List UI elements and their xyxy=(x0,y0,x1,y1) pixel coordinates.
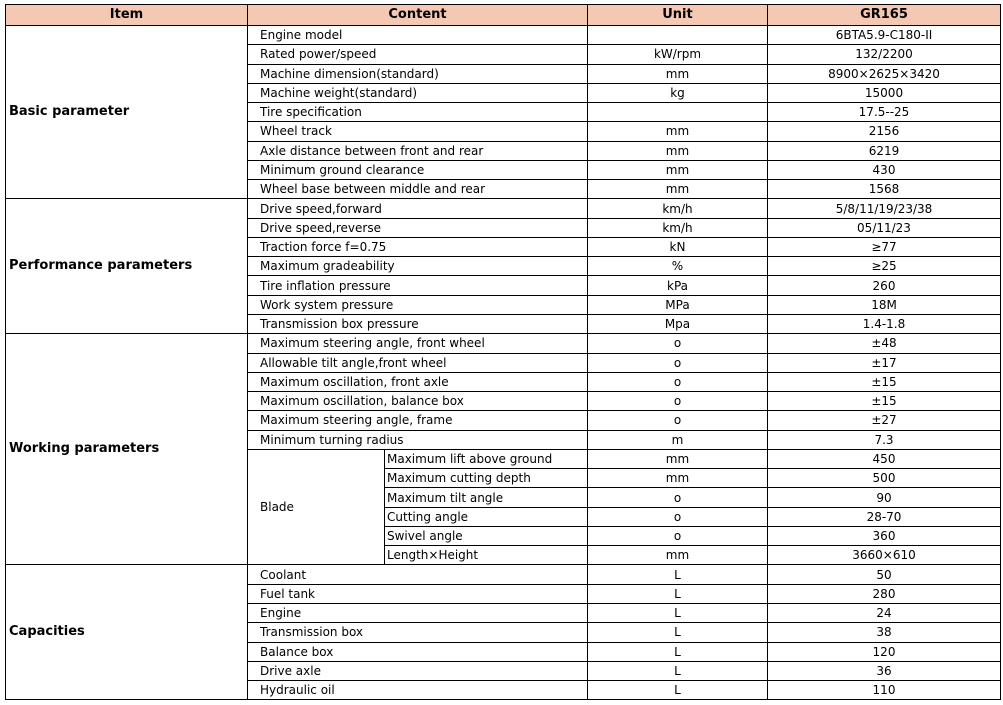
row-unit: MPa xyxy=(588,295,768,314)
row-value: 500 xyxy=(768,469,1001,488)
row-value: 1568 xyxy=(768,180,1001,199)
row-unit: L xyxy=(588,681,768,700)
row-value: 28-70 xyxy=(768,507,1001,526)
row-content: Transmission box pressure xyxy=(248,314,588,333)
row-value: ±15 xyxy=(768,372,1001,391)
row-unit: km/h xyxy=(588,218,768,237)
row-unit xyxy=(588,26,768,45)
row-unit: km/h xyxy=(588,199,768,218)
row-content: Coolant xyxy=(248,565,588,584)
group-label: Performance parameters xyxy=(6,199,248,334)
spec-table xyxy=(5,4,1001,700)
row-unit: mm xyxy=(588,180,768,199)
row-unit: L xyxy=(588,661,768,680)
row-content: Drive speed,reverse xyxy=(248,218,588,237)
row-value: 360 xyxy=(768,526,1001,545)
row-unit: mm xyxy=(588,546,768,565)
row-content: Maximum oscillation, balance box xyxy=(248,392,588,411)
row-unit: o xyxy=(588,526,768,545)
row-content: Rated power/speed xyxy=(248,45,588,64)
row-content: Work system pressure xyxy=(248,295,588,314)
table-body xyxy=(6,26,1001,700)
row-unit: o xyxy=(588,507,768,526)
row-content: Drive speed,forward xyxy=(248,199,588,218)
row-unit xyxy=(588,103,768,122)
row-value: 6BTA5.9-C180-II xyxy=(768,26,1001,45)
row-content: Maximum gradeability xyxy=(248,257,588,276)
table-row xyxy=(6,334,1001,353)
header-content: Content xyxy=(248,5,588,26)
row-unit: m xyxy=(588,430,768,449)
row-unit: mm xyxy=(588,469,768,488)
row-unit: mm xyxy=(588,64,768,83)
row-content: Wheel track xyxy=(248,122,588,141)
blade-row-content: Maximum lift above ground xyxy=(385,449,588,468)
row-content: Balance box xyxy=(248,642,588,661)
row-value: 38 xyxy=(768,623,1001,642)
row-value: 1.4-1.8 xyxy=(768,314,1001,333)
row-unit: kW/rpm xyxy=(588,45,768,64)
row-value: 15000 xyxy=(768,83,1001,102)
group-label: Working parameters xyxy=(6,334,248,565)
row-unit: mm xyxy=(588,141,768,160)
row-unit: L xyxy=(588,565,768,584)
table-row xyxy=(6,199,1001,218)
row-value: 120 xyxy=(768,642,1001,661)
blade-label: Blade xyxy=(248,449,385,565)
header-item: Item xyxy=(6,5,248,26)
row-content: Machine weight(standard) xyxy=(248,83,588,102)
blade-row-content: Maximum cutting depth xyxy=(385,469,588,488)
blade-row-content: Maximum tilt angle xyxy=(385,488,588,507)
row-content: Axle distance between front and rear xyxy=(248,141,588,160)
row-unit: mm xyxy=(588,449,768,468)
row-value: 430 xyxy=(768,160,1001,179)
row-unit: kN xyxy=(588,237,768,256)
row-content: Drive axle xyxy=(248,661,588,680)
table-row xyxy=(6,26,1001,45)
row-content: Tire specification xyxy=(248,103,588,122)
row-value: 110 xyxy=(768,681,1001,700)
row-value: 05/11/23 xyxy=(768,218,1001,237)
row-value: ±17 xyxy=(768,353,1001,372)
header-row xyxy=(6,5,1001,26)
row-value: 260 xyxy=(768,276,1001,295)
row-value: 36 xyxy=(768,661,1001,680)
blade-row-content: Swivel angle xyxy=(385,526,588,545)
row-value: 24 xyxy=(768,603,1001,622)
row-value: 7.3 xyxy=(768,430,1001,449)
row-value: 6219 xyxy=(768,141,1001,160)
row-unit: L xyxy=(588,623,768,642)
row-unit: Mpa xyxy=(588,314,768,333)
table-row xyxy=(6,565,1001,584)
row-value: ±15 xyxy=(768,392,1001,411)
row-content: Tire inflation pressure xyxy=(248,276,588,295)
row-unit: L xyxy=(588,642,768,661)
row-value: 8900×2625×3420 xyxy=(768,64,1001,83)
row-value: ±27 xyxy=(768,411,1001,430)
row-unit: mm xyxy=(588,160,768,179)
row-value: 17.5--25 xyxy=(768,103,1001,122)
row-content: Machine dimension(standard) xyxy=(248,64,588,83)
row-unit: o xyxy=(588,372,768,391)
group-label: Capacities xyxy=(6,565,248,700)
row-unit: % xyxy=(588,257,768,276)
row-value: 18M xyxy=(768,295,1001,314)
header-unit: Unit xyxy=(588,5,768,26)
row-content: Maximum oscillation, front axle xyxy=(248,372,588,391)
row-content: Transmission box xyxy=(248,623,588,642)
row-value: 450 xyxy=(768,449,1001,468)
row-value: 50 xyxy=(768,565,1001,584)
row-content: Maximum steering angle, front wheel xyxy=(248,334,588,353)
header-model: GR165 xyxy=(768,5,1001,26)
group-label: Basic parameter xyxy=(6,26,248,199)
row-content: Minimum turning radius xyxy=(248,430,588,449)
blade-row-content: Cutting angle xyxy=(385,507,588,526)
row-unit: o xyxy=(588,411,768,430)
row-value: ≥25 xyxy=(768,257,1001,276)
row-value: 90 xyxy=(768,488,1001,507)
row-value: 280 xyxy=(768,584,1001,603)
row-content: Fuel tank xyxy=(248,584,588,603)
row-unit: kg xyxy=(588,83,768,102)
blade-row-content: Length×Height xyxy=(385,546,588,565)
row-unit: o xyxy=(588,392,768,411)
row-unit: o xyxy=(588,334,768,353)
row-content: Wheel base between middle and rear xyxy=(248,180,588,199)
row-unit: mm xyxy=(588,122,768,141)
row-value: ±48 xyxy=(768,334,1001,353)
row-content: Engine xyxy=(248,603,588,622)
row-unit: L xyxy=(588,584,768,603)
row-content: Maximum steering angle, frame xyxy=(248,411,588,430)
row-value: ≥77 xyxy=(768,237,1001,256)
row-content: Allowable tilt angle,front wheel xyxy=(248,353,588,372)
row-value: 132/2200 xyxy=(768,45,1001,64)
row-content: Engine model xyxy=(248,26,588,45)
row-content: Minimum ground clearance xyxy=(248,160,588,179)
row-unit: L xyxy=(588,603,768,622)
row-value: 5/8/11/19/23/38 xyxy=(768,199,1001,218)
table-header xyxy=(6,5,1001,26)
row-value: 2156 xyxy=(768,122,1001,141)
row-value: 3660×610 xyxy=(768,546,1001,565)
row-unit: o xyxy=(588,353,768,372)
row-content: Hydraulic oil xyxy=(248,681,588,700)
row-unit: kPa xyxy=(588,276,768,295)
row-unit: o xyxy=(588,488,768,507)
row-content: Traction force f=0.75 xyxy=(248,237,588,256)
